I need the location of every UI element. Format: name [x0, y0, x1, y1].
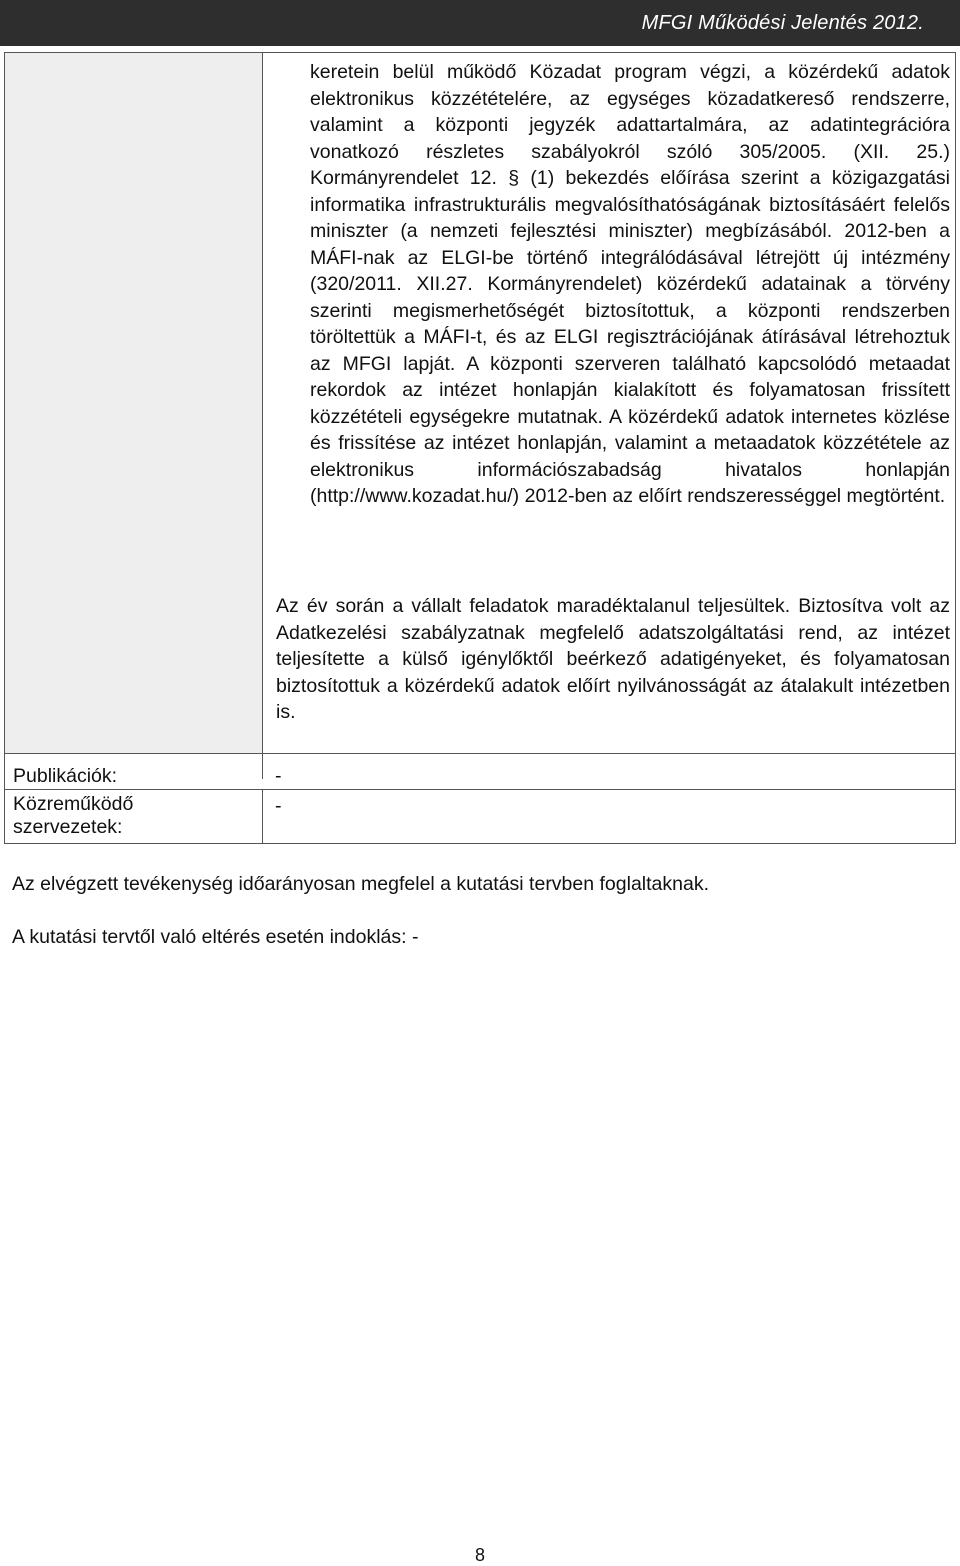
table-right-column	[263, 53, 955, 753]
partners-label-line-2: szervezetek:	[13, 816, 123, 838]
partners-value: -	[275, 795, 282, 817]
page-header	[0, 0, 960, 46]
publications-label: Publikációk:	[13, 765, 118, 787]
column-divider	[262, 789, 263, 844]
deviation-justification: A kutatási tervtől való eltérés esetén indoklás: -	[12, 926, 419, 948]
header-title: MFGI Működési Jelentés 2012.	[641, 11, 924, 34]
time-proportion-statement: Az elvégzett tevékenység időarányosan megfelel a kutatási tervben foglaltaknak.	[12, 873, 710, 895]
partners-label	[13, 793, 133, 839]
publications-value: -	[275, 765, 282, 787]
column-divider	[262, 753, 263, 779]
table-left-column	[5, 53, 263, 753]
report-table	[4, 52, 956, 844]
partners-label-line-1: Közreműködő	[13, 793, 134, 815]
row-divider	[5, 789, 955, 790]
body-paragraph-2: Az év során a vállalt feladatok maradéktalanul teljesültek. Biztosítva volt az Adatkezelési szabályzatnak megfelelő adatszolgáltatási rend, az intézet teljesítette a külső igénylőktől beérkező adatigényeket, és folyamatosan biztosítottuk a közérdekű adatok előírt nyilvánosságát az átalakult intézetben is.	[276, 595, 950, 723]
body-paragraph-1: keretein belül működő Közadat program végzi, a közérdekű adatok elektronikus közzétételére, az egységes közadatkereső rendszerre, valamint a központi jegyzék adattartalmára, az adatintegrációra vonatkozó részletes szabályokról szóló 305/2005. (XII. 25.) Kormányrendelet 12. § (1) bekezdés előírása szerint a közigazgatási informatika infrastrukturális megvalósíthatóságának biztosításáért felelős miniszter (a nemzeti fejlesztési miniszter) megbízásából. 2012-ben a MÁFI-nak az ELGI-be történő integrálódásával létrejött új intézmény (320/2011. XII.27. Kormányrendelet) közérdekű adatainak a törvény szerinti megismerhetőségét biztosítottuk, a központi rendszerben töröltettük a MÁFI-t, és az ELGI regisztrációjának átírásával létrehoztuk az MFGI lapját. A központi szerveren található kapcsolódó metaadat rekordok az intézet honlapján kialakított és folyamatosan frissített közzétételi egységekre mutatnak. A közérdekű adatok internetes közlése és frissítése az intézet honlapján, valamint a metaadatok közzététele az elektronikus információszabadság hivatalos honlapján (http://www.kozadat.hu/) 2012-ben az előírt rendszerességgel megtörtént.	[310, 61, 950, 507]
page-number: 8	[474, 1545, 485, 1565]
row-divider	[5, 753, 955, 754]
